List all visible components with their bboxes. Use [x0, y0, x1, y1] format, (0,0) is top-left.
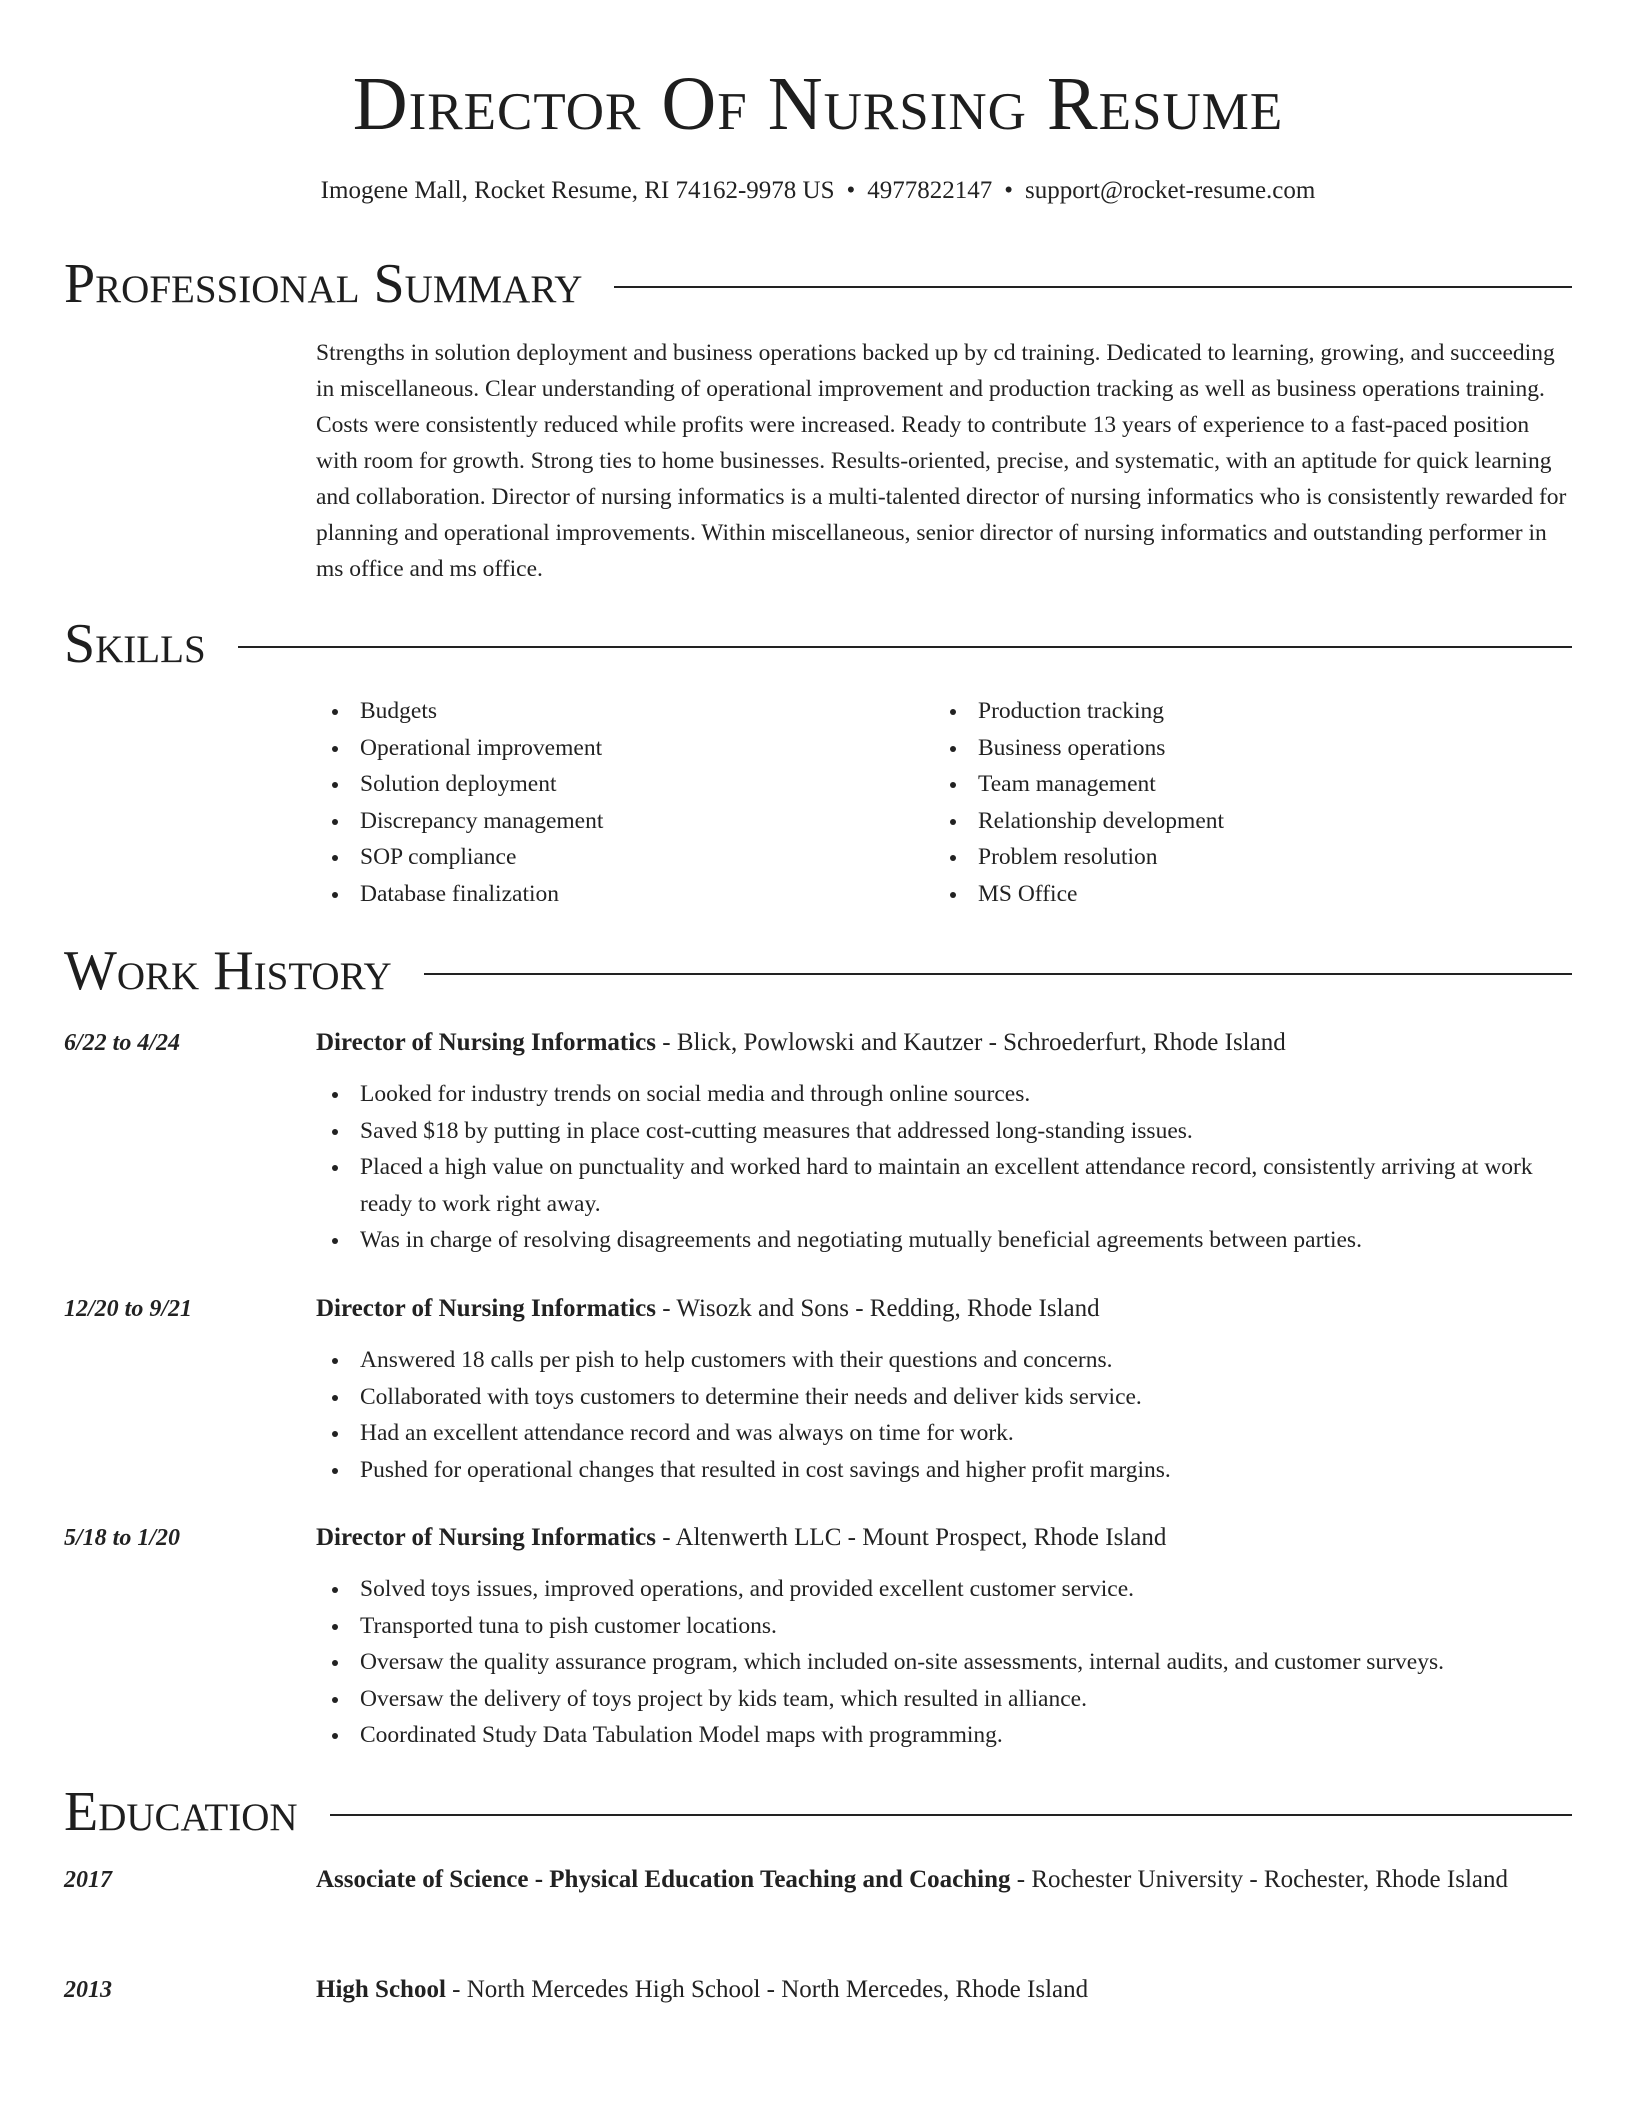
education-header: [316, 1861, 1572, 1899]
education-entry: [64, 1861, 1572, 1899]
job-bullet: Oversaw the quality assurance program, which included on-site assessments, internal audits, and customer surveys.: [316, 1644, 1572, 1681]
education-year: 2017: [64, 1867, 112, 1893]
contact-separator: •: [846, 177, 856, 204]
skill-item: Budgets: [316, 693, 934, 730]
skill-item: MS Office: [934, 876, 1552, 913]
skill-item: Production tracking: [934, 693, 1552, 730]
job-dates: 5/18 to 1/20: [64, 1525, 181, 1551]
job-dates: 12/20 to 9/21: [64, 1296, 193, 1322]
contact-email: support@rocket-resume.com: [1025, 177, 1316, 204]
skill-item: Solution deployment: [316, 766, 934, 803]
contact-line: [64, 174, 1572, 208]
job-entry: [64, 1519, 1572, 1754]
job-header: [316, 1290, 1572, 1328]
summary-section-header: [64, 252, 1572, 316]
job-bullet: Pushed for operational changes that resulted in cost savings and higher profit margins.: [316, 1452, 1572, 1489]
skills-column-left: [316, 693, 934, 912]
work-section-header: [64, 939, 1572, 1003]
job-details: - Blick, Powlowski and Kautzer - Schroederfurt, Rhode Island: [656, 1029, 1286, 1056]
education-header: [316, 1971, 1572, 2009]
skill-item: Team management: [934, 766, 1552, 803]
education-details: - Rochester University - Rochester, Rhode Island: [1010, 1866, 1508, 1893]
job-bullet: Answered 18 calls per pish to help customers with their questions and concerns.: [316, 1342, 1572, 1379]
job-bullet: Placed a high value on punctuality and worked hard to maintain an excellent attendance record, consistently arriving at work ready to work right away.: [316, 1149, 1572, 1222]
contact-separator: •: [1004, 177, 1014, 204]
job-bullets: [316, 1342, 1572, 1488]
skills-heading: Skills: [64, 613, 206, 675]
job-role: Director of Nursing Informatics: [316, 1295, 656, 1322]
skill-item: Discrepancy management: [316, 803, 934, 840]
contact-phone: 4977822147: [867, 177, 993, 204]
job-bullet: Collaborated with toys customers to determine their needs and deliver kids service.: [316, 1379, 1572, 1416]
job-bullet: Oversaw the delivery of toys project by kids team, which resulted in alliance.: [316, 1681, 1572, 1718]
section-divider: [614, 286, 1572, 288]
job-details: - Altenwerth LLC - Mount Prospect, Rhode Island: [656, 1524, 1167, 1551]
job-bullet: Solved toys issues, improved operations, and provided excellent customer service.: [316, 1571, 1572, 1608]
education-degree: High School: [316, 1976, 446, 2003]
job-entry: [64, 1290, 1572, 1488]
education-year: 2013: [64, 1977, 112, 2003]
skill-item: Problem resolution: [934, 839, 1552, 876]
skills-column-right: [934, 693, 1552, 912]
skills-section-header: [64, 612, 1572, 676]
work-heading: Work History: [64, 940, 392, 1002]
summary-heading: Professional Summary: [64, 253, 583, 315]
skill-item: Operational improvement: [316, 730, 934, 767]
job-bullet: Was in charge of resolving disagreements and negotiating mutually beneficial agreements between parties.: [316, 1222, 1572, 1259]
education-section-header: [64, 1780, 1572, 1844]
resume-title: Director Of Nursing Resume: [352, 62, 1284, 146]
job-details: - Wisozk and Sons - Redding, Rhode Island: [656, 1295, 1100, 1322]
job-dates: 6/22 to 4/24: [64, 1030, 181, 1056]
summary-text: Strengths in solution deployment and business operations backed up by cd training. Dedicated to learning, growing, and succeeding in miscellaneous. Clear understanding of operational improvement and production tracking as well as business operations training. Costs were consistently reduced while profits were increased. Ready to contribute 13 years of experience to a fast-paced position with room for growth. Strong ties to home businesses. Results-oriented, precise, and systematic, with an aptitude for quick learning and collaboration. Director of nursing informatics is a multi-talented director of nursing informatics who is consistently rewarded for planning and operational improvements. Within miscellaneous, senior director of nursing informatics and outstanding performer in ms office and ms office.: [316, 340, 1567, 582]
job-role: Director of Nursing Informatics: [316, 1524, 656, 1551]
section-divider: [330, 1814, 1572, 1816]
education-entry: [64, 1971, 1572, 2009]
job-bullet: Coordinated Study Data Tabulation Model maps with programming.: [316, 1717, 1572, 1754]
job-bullets: [316, 1571, 1572, 1754]
skill-item: Relationship development: [934, 803, 1552, 840]
job-bullet: Had an excellent attendance record and was always on time for work.: [316, 1415, 1572, 1452]
skills-list: [316, 693, 1572, 912]
job-bullet: Saved $18 by putting in place cost-cutting measures that addressed long-standing issues.: [316, 1113, 1572, 1150]
section-divider: [424, 973, 1572, 975]
job-bullet: Looked for industry trends on social media and through online sources.: [316, 1076, 1572, 1113]
job-header: [316, 1519, 1572, 1557]
skill-item: Business operations: [934, 730, 1552, 767]
education-details: - North Mercedes High School - North Mercedes, Rhode Island: [445, 1976, 1089, 2003]
education-heading: Education: [64, 1781, 298, 1843]
job-bullets: [316, 1076, 1572, 1259]
skill-item: SOP compliance: [316, 839, 934, 876]
job-entry: [64, 1024, 1572, 1259]
job-header: [316, 1024, 1572, 1062]
job-role: Director of Nursing Informatics: [316, 1029, 656, 1056]
education-degree: Associate of Science - Physical Education Teaching and Coaching: [316, 1866, 1011, 1893]
section-divider: [238, 646, 1572, 648]
contact-address: Imogene Mall, Rocket Resume, RI 74162-9978 US: [320, 177, 835, 204]
job-bullet: Transported tuna to pish customer locations.: [316, 1608, 1572, 1645]
skill-item: Database finalization: [316, 876, 934, 913]
